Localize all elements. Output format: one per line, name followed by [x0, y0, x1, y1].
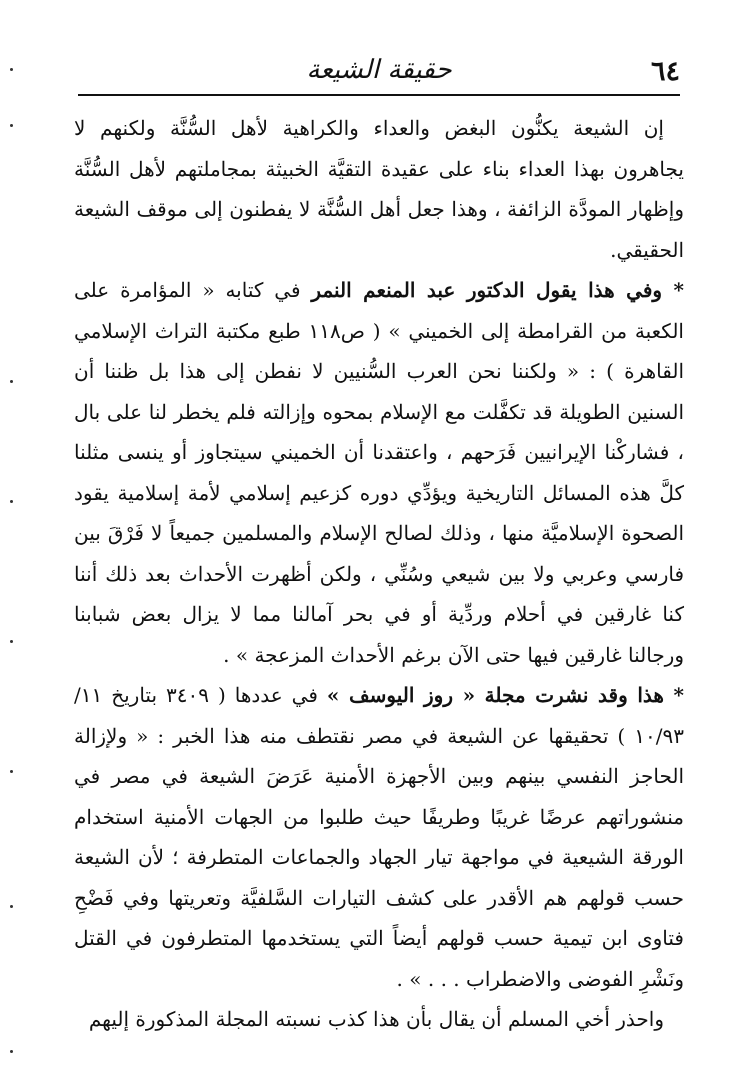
- paragraph: [74, 270, 684, 675]
- margin-mark: [10, 500, 13, 503]
- paragraph: [74, 675, 684, 999]
- paragraph-lead: * وفي هذا يقول الدكتور عبد المنعم النمر: [311, 278, 685, 302]
- margin-mark: [10, 640, 13, 643]
- paragraph-text: واحذر أخي المسلم أن يقال بأن هذا كذب نسبته المجلة المذكورة إليهم: [88, 1007, 664, 1031]
- margin-mark: [10, 68, 13, 71]
- margin-mark: [10, 124, 13, 127]
- paragraph: [74, 999, 684, 1040]
- page-number: ٦٤: [650, 56, 680, 87]
- paragraph-text: إن الشيعة يكنُّون البغض والعداء والكراهية لأهل السُّنَّة ولكنهم لا يجاهرون بهذا العداء بناء على عقيدة التقيَّة الخبيثة بمجاملتهم لأهل السُّنَّة وإظهار المودَّة الزائفة ، وهذا جعل أهل السُّنَّة لا يفطنون إلى موقف الشيعة الحقيقي.: [74, 116, 684, 262]
- margin-mark: [10, 1050, 13, 1053]
- paragraph-text: في كتابه « المؤامرة على الكعبة من القرامطة إلى الخميني » ( ص١١٨ طبع مكتبة التراث الإسلامي القاهرة ) : « ولكننا نحن العرب السُّنيين لا نفطن إلى هذا بل ظننا أن السنين الطويلة قد تكفَّلت مع الإسلام بمحوه وإزالته فلم يخطر لنا على بال ، فشاركْنا الإيرانيين فَرَحهم ، واعتقدنا أن الخميني سيتجاوز أو ينسى مثلنا كلَّ هذه المسائل التاريخية ويؤدِّي دوره كزعيم إسلامي لأمة إسلامية يقود الصحوة الإسلاميَّة منها ، وذلك لصالح الإسلام والمسلمين جميعاً لا فَرْقَ بين فارسي وعربي ولا بين شيعي وسُنِّي ، ولكن أظهرت الأحداث بعد ذلك أننا كنا غارقين في أحلام وردِّية أو في بحر آمالنا مما لا يزال بعض شبابنا ورجالنا غارقين فيها حتى الآن برغم الأحداث المزعجة » .: [74, 278, 684, 667]
- margin-mark: [10, 905, 13, 908]
- margin-mark: [10, 380, 13, 383]
- header-rule: [78, 94, 680, 96]
- paragraph-text: في عددها ( ٣٤٠٩ بتاريخ ١١/ ١٠/٩٣ ) تحقيقها عن الشيعة في مصر نقتطف منه هذا الخبر : « ولإزالة الحاجز النفسي بينهم وبين الأجهزة الأمنية عَرَضَ الشيعة في مصر في منشوراتهم عرضًا غريبًا وطريفًا حيث طلبوا من الجهات الأمنية استخدام الورقة الشيعية في مواجهة تيار الجهاد والجماعات المتطرفة ؛ لأن الشيعة حسب قولهم هم الأقدر على كشف التيارات السَّلفيَّة وتعريتها وفي فَضْحِ فتاوى ابن تيمية حسب قولهم أيضاً التي يستخدمها المتطرفون في القتل ونَشْرِ الفوضى والاضطراب . . . » .: [74, 683, 684, 991]
- paragraph-lead: * هذا وقد نشرت مجلة « روز اليوسف »: [326, 683, 684, 707]
- page-header: [78, 52, 680, 96]
- paragraph: [74, 108, 684, 270]
- running-title: حقيقة الشيعة: [306, 55, 452, 85]
- body-text: [74, 108, 684, 1040]
- margin-mark: [10, 770, 13, 773]
